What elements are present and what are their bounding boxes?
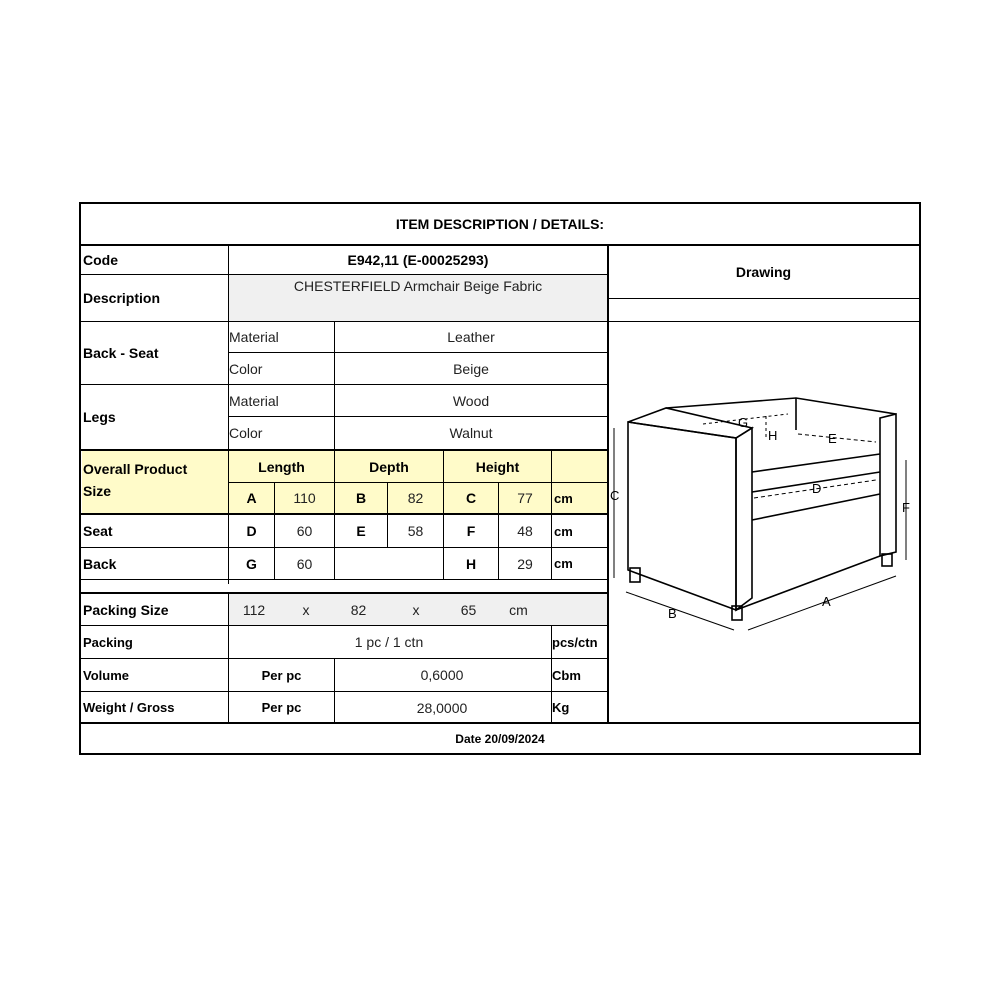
value-g: 60: [296, 555, 313, 572]
weight-unit: Kg: [552, 700, 570, 715]
code-label: Code: [83, 252, 118, 268]
divider: [81, 384, 608, 385]
divider: [334, 449, 335, 579]
divider: [81, 658, 608, 659]
divider: [81, 274, 608, 275]
packing-size-label: Packing Size: [83, 601, 169, 618]
divider: [334, 321, 335, 449]
key-c: C: [465, 490, 477, 506]
divider: [274, 482, 275, 579]
divider: [608, 298, 919, 299]
value-h: 29: [517, 555, 533, 572]
value-f: 48: [517, 523, 533, 539]
packing-size-unit: cm: [509, 601, 528, 618]
legs-color: Walnut: [449, 425, 493, 441]
value-d: 60: [296, 523, 313, 539]
divider: [334, 658, 335, 722]
description-value: CHESTERFIELD Armchair Beige Fabric: [229, 275, 607, 321]
arm-top: [628, 408, 752, 438]
divider: [228, 592, 229, 722]
divider: [498, 482, 499, 579]
divider: [81, 625, 608, 626]
length-header: Length: [258, 458, 305, 475]
value-e: 58: [407, 523, 424, 539]
divider: [228, 416, 608, 417]
key-h: H: [465, 555, 477, 572]
packing-width: 82: [350, 601, 367, 618]
seat-top-edge: [752, 454, 880, 472]
divider: [81, 547, 608, 548]
drawing-letter-f: F: [902, 500, 910, 515]
drawing-letter-e: E: [828, 431, 837, 446]
divider: [81, 691, 608, 692]
height-header: Height: [475, 458, 520, 475]
divider: [228, 244, 229, 584]
leg-left: [630, 568, 640, 582]
legs-label: Legs: [83, 409, 116, 425]
drawing-letter-d: D: [812, 481, 822, 496]
code-value: E942,11 (E-00025293): [347, 252, 489, 268]
unit-back: cm: [554, 556, 573, 571]
value-b: 82: [407, 490, 424, 506]
unit-overall: cm: [554, 490, 573, 506]
divider: [551, 449, 552, 579]
packing-label: Packing: [83, 634, 133, 650]
back-seat-color-label: Color: [229, 360, 263, 377]
drawing-letter-b: B: [668, 606, 677, 621]
drawing-letter-c: C: [610, 488, 620, 503]
back-label: Back: [83, 555, 117, 572]
packing-height: 65: [460, 601, 477, 618]
key-g: G: [246, 555, 257, 572]
packing-length: 112: [242, 601, 266, 618]
drawing-letter-a: A: [822, 594, 831, 609]
volume-unit: Cbm: [552, 667, 581, 683]
divider: [551, 625, 552, 722]
depth-header: Depth: [369, 458, 409, 475]
overall-label-1: Overall Product: [83, 461, 188, 477]
drawing-letter-g: G: [738, 415, 749, 430]
divider: [228, 352, 608, 353]
seat-label: Seat: [83, 523, 113, 539]
key-e: E: [356, 523, 366, 539]
legs-material: Wood: [452, 392, 490, 409]
divider: [81, 592, 608, 594]
drawing-letter-h: H: [768, 428, 778, 443]
back-seat-label: Back - Seat: [83, 345, 159, 361]
divider: [81, 321, 919, 322]
weight-per: Per pc: [261, 700, 302, 715]
volume-per: Per pc: [261, 667, 302, 683]
sheet-title: ITEM DESCRIPTION / DETAILS:: [395, 216, 605, 232]
back-seat-material: Leather: [447, 329, 495, 345]
divider: [81, 579, 608, 580]
back-seat-color: Beige: [453, 360, 489, 377]
back-seat-material-label: Material: [229, 329, 279, 345]
weight-label: Weight / Gross: [83, 700, 175, 715]
drawing-label: Drawing: [735, 264, 792, 280]
value-c: 77: [517, 490, 533, 506]
weight-value: 28,0000: [416, 699, 468, 716]
packing-x-1: x: [302, 601, 310, 618]
right-arm: [880, 414, 896, 556]
packing-value: 1 pc / 1 ctn: [354, 634, 424, 650]
legs-material-label: Material: [229, 392, 279, 409]
unit-seat: cm: [554, 523, 573, 539]
arm-side: [736, 428, 752, 610]
packing-x-2: x: [412, 601, 420, 618]
armchair-drawing: [606, 330, 920, 640]
divider: [81, 722, 919, 724]
key-b: B: [355, 490, 367, 506]
key-d: D: [246, 523, 257, 539]
divider: [81, 449, 608, 451]
volume-value: 0,6000: [420, 667, 464, 683]
volume-label: Volume: [83, 667, 129, 683]
back-top: [666, 398, 896, 414]
packing-unit: pcs/ctn: [552, 634, 598, 650]
key-f: F: [466, 523, 476, 539]
value-a: 110: [293, 490, 316, 506]
legs-color-label: Color: [229, 425, 263, 441]
arm-front-face: [628, 422, 736, 610]
key-a: A: [246, 490, 257, 506]
description-label: Description: [83, 290, 161, 306]
overall-label-2: Size: [83, 483, 112, 499]
date: Date 20/09/2024: [455, 731, 545, 746]
divider: [387, 482, 388, 547]
divider: [81, 513, 608, 515]
divider: [443, 449, 444, 579]
